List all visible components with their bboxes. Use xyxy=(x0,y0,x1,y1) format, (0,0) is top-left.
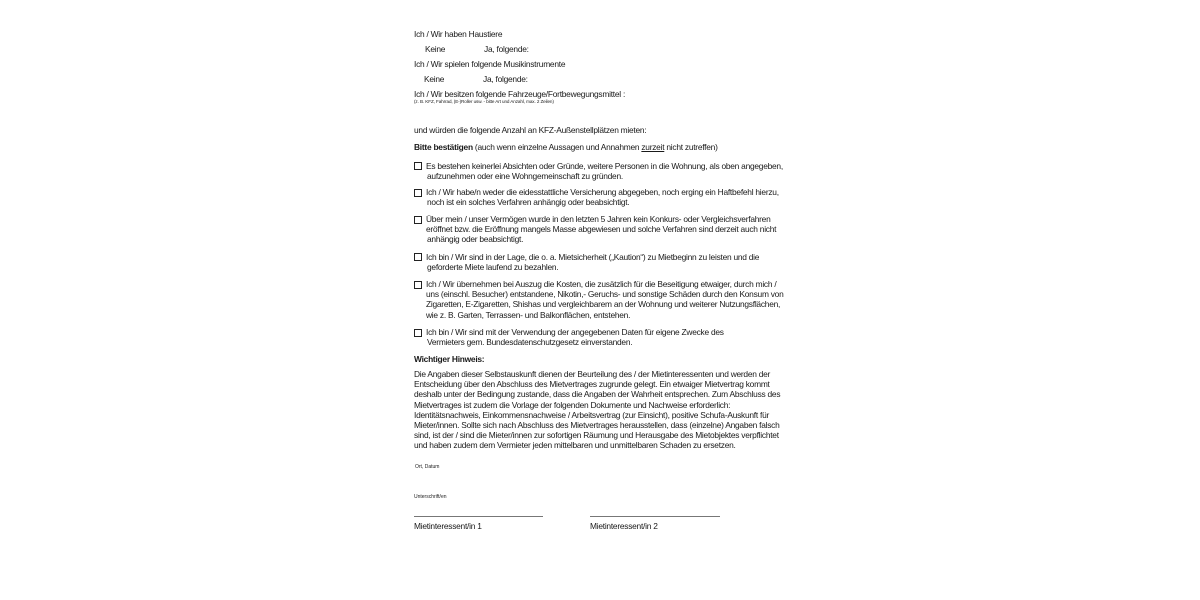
statement-5-line: Zigaretten, E-Zigaretten, Shishas und vergleichbarem an der Wohnung und weiterer Nutzungsflächen, xyxy=(426,299,781,310)
notice-line: Mietvertrages ist zudem die Vorlage der folgenden Dokumente und Nachweise erforderlich: xyxy=(414,399,731,410)
statement-3 xyxy=(426,214,776,245)
statement-4-line: geforderte Miete laufend zu bezahlen. xyxy=(427,262,559,273)
vehicles-hint: (z. B. KFZ, Fahrrad, (E-)Roller usw. - bitte Art und Anzahl, max. 2 Zeilen) xyxy=(414,99,554,104)
pets-option-no[interactable]: Keine xyxy=(425,44,446,54)
notice-line: deshalb unter der Bedingung zustande, dass die Angaben der Wahrheit entsprechen. Zum Abschluss des xyxy=(414,389,781,400)
instruments-option-yes[interactable]: Ja, folgende: xyxy=(483,74,528,84)
notice-line: Die Angaben dieser Selbstauskunft dienen der Beurteilung des / der Mietinteressenten und werden der xyxy=(414,369,771,379)
statement-3-line: eröffnet bzw. die Eröffnung mangels Masse abgewiesen und solche Verfahren sind derzeit auch nicht xyxy=(426,224,777,235)
signature-label: Unterschrift/en xyxy=(414,494,447,500)
signature-line-1[interactable] xyxy=(414,516,543,517)
statement-3-line: anhängig oder beabsichtigt. xyxy=(427,234,524,245)
confirm-heading-bold: Bitte bestätigen xyxy=(414,142,473,152)
statement-6-line: Ich bin / Wir sind mit der Verwendung der angegebenen Daten für eigene Zwecke des xyxy=(426,327,724,337)
place-date-label: Ort, Datum xyxy=(415,464,440,470)
parking-question: und würden die folgende Anzahl an KFZ-Außenstellplätzen mieten: xyxy=(414,125,647,135)
notice-title: Wichtiger Hinweis: xyxy=(414,354,485,364)
confirm-heading-underlined: zurzeit xyxy=(641,142,665,152)
pets-option-yes[interactable]: Ja, folgende: xyxy=(484,44,529,54)
instruments-question: Ich / Wir spielen folgende Musikinstrumente xyxy=(414,59,566,69)
notice-line: sind, ist der / sind die Mieter/innen zur sofortigen Räumung und Herausgabe des Mietobjektes verpflichtet xyxy=(414,430,779,441)
statement-1-line: Es bestehen keinerlei Absichten oder Gründe, weitere Personen in die Wohnung, als oben angegeben, xyxy=(426,161,783,171)
statement-6 xyxy=(426,327,724,347)
statement-4 xyxy=(426,252,759,272)
statement-checkbox-3[interactable] xyxy=(414,216,422,224)
statement-5 xyxy=(426,279,784,320)
statement-3-line: Über mein / unser Vermögen wurde in den letzten 5 Jahren kein Konkurs- oder Vergleichsverfahren xyxy=(426,214,771,224)
notice-text xyxy=(414,369,780,451)
vehicles-question: Ich / Wir besitzen folgende Fahrzeuge/Fortbewegungsmittel : xyxy=(414,89,626,99)
notice-line: Entscheidung über den Abschluss des Mietvertrages zugrunde gelegt. Ein etwaiger Mietvertrag kommt xyxy=(414,379,770,390)
statement-6-line: Vermieters gem. Bundesdatenschutzgesetz einverstanden. xyxy=(427,337,633,348)
statement-2 xyxy=(426,187,779,207)
statement-4-line: Ich bin / Wir sind in der Lage, die o. a. Mietsicherheit („Kaution“) zu Mietbeginn zu leisten und die xyxy=(426,252,760,262)
confirm-heading-text: (auch wenn einzelne Aussagen und Annahmen xyxy=(474,142,640,152)
statement-2-line: noch ist ein solches Verfahren anhängig oder beabsichtigt. xyxy=(427,197,630,208)
confirm-heading-tail: nicht zutreffen) xyxy=(666,142,718,152)
notice-line: Identitätsnachweis, Einkommensnachweise / Arbeitsvertrag (zur Einsicht), positive Schufa-Auskunft für xyxy=(414,409,770,420)
statement-1 xyxy=(426,161,783,181)
signature-line-2[interactable] xyxy=(590,516,720,517)
statement-checkbox-4[interactable] xyxy=(414,253,422,261)
notice-line: Mieter/innen. Sollte sich nach Abschluss des Mietvertrages herausstellen, dass (einzelne) Angaben falsch xyxy=(414,420,780,431)
signer-2-label: Mietinteressent/in 2 xyxy=(590,521,658,531)
notice-line: und haben zudem dem Vermieter jeden mittelbaren und unmittelbaren Schaden zu ersetzen. xyxy=(414,440,736,451)
statement-checkbox-1[interactable] xyxy=(414,162,422,170)
confirm-heading xyxy=(414,142,718,152)
signer-1-label: Mietinteressent/in 1 xyxy=(414,521,482,531)
statement-checkbox-5[interactable] xyxy=(414,281,422,289)
statement-5-line: uns (einschl. Besucher) entstandene, Nikotin,- Geruchs- und sonstige Schäden durch den Konsum von xyxy=(426,289,784,300)
statement-1-line: aufzunehmen oder eine Wohngemeinschaft zu gründen. xyxy=(427,171,623,182)
statement-checkbox-6[interactable] xyxy=(414,329,422,337)
instruments-option-no[interactable]: Keine xyxy=(424,74,445,84)
pets-question: Ich / Wir haben Haustiere xyxy=(414,29,503,39)
statement-5-line: Ich / Wir übernehmen bei Auszug die Kosten, die zusätzlich für die Beseitigung etwaiger, durch mich / xyxy=(426,279,777,289)
statement-5-line: wie z. B. Garten, Terrassen- und Balkonflächen, entstehen. xyxy=(426,309,631,320)
statement-2-line: Ich / Wir habe/n weder die eidesstattliche Versicherung abgegeben, noch erging ein Haftbefehl hierzu, xyxy=(426,187,779,197)
statement-checkbox-2[interactable] xyxy=(414,189,422,197)
